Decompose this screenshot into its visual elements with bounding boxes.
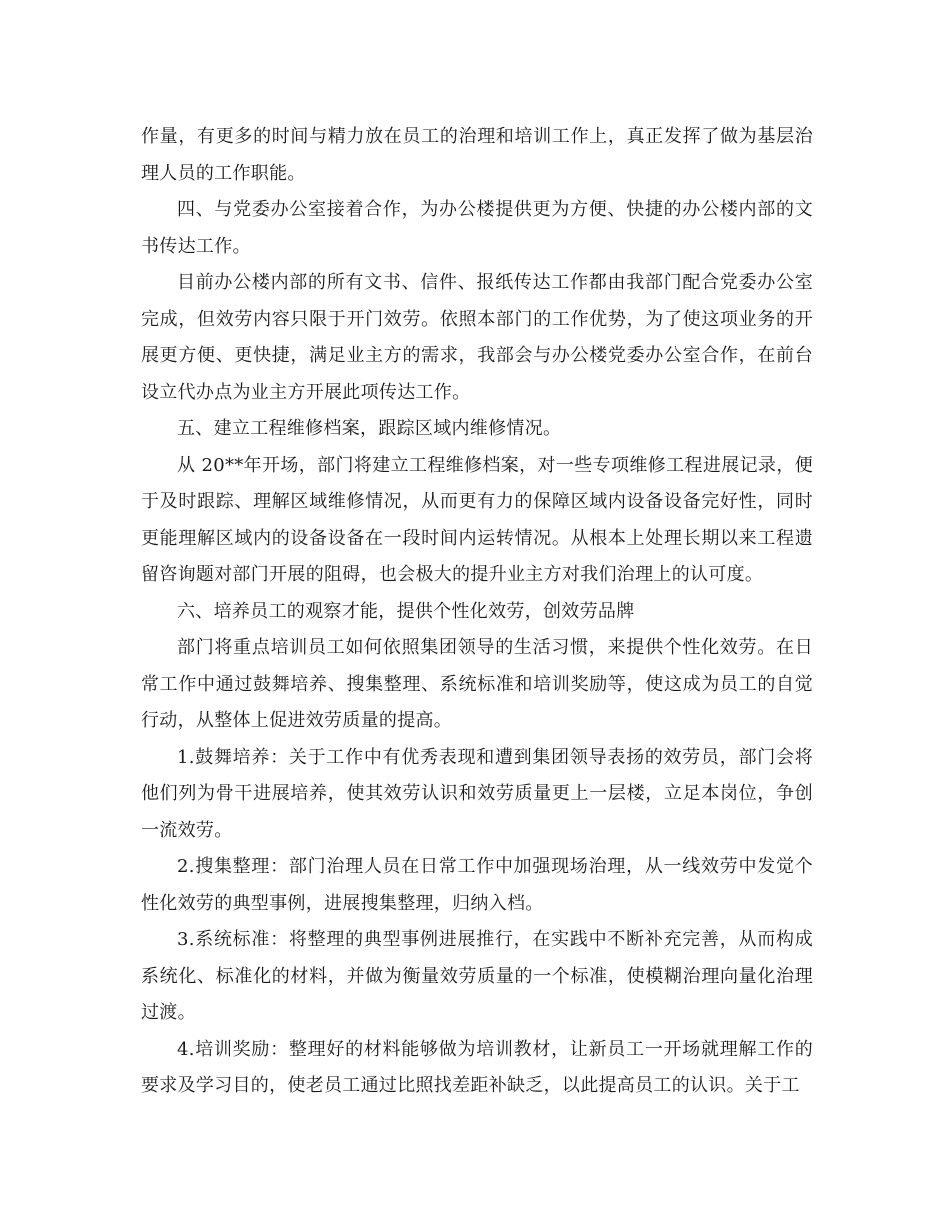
paragraph-section-five-body: 从 20**年开场，部门将建立工程维修档案，对一些专项维修工程进展记录，便于及时跟踪、理解区域维修情况，从而更有力的保障区域内设备设备完好性，同时更能理解区域内的设备设备在一段时间内运转情况。从根本上处理长期以来工程遗留咨询题对部门开展的阻碍，也会极大的提升业主方对我们治理上的认可度。 [141, 454, 813, 585]
paragraph-item-3: 3.系统标准：将整理的典型事例进展推行，在实践中不断补充完善，从而构成系统化、标准化的材料，并做为衡量效劳质量的一个标准，使模糊治理向量化治理过渡。 [141, 929, 813, 1023]
paragraph-section-five-heading: 五、建立工程维修档案，跟踪区域内维修情况。 [177, 418, 562, 439]
paragraph-item-1: 1.鼓舞培养：关于工作中有优秀表现和遭到集团领导表扬的效劳员，部门会将他们列为骨干进展培养，使其效劳认识和效劳质量更上一层楼，立足本岗位，争创一流效劳。 [141, 746, 813, 841]
paragraph-section-four-heading: 四、与党委办公室接着合作，为办公楼提供更为方便、快捷的办公楼内部的文书传达工作。 [141, 199, 813, 257]
paragraph-section-six-heading: 六、培养员工的观察才能，提供个性化效劳，创效劳品牌 [177, 600, 635, 622]
paragraph-section-four-body: 目前办公楼内部的所有文书、信件、报纸传达工作都由我部门配合党委办公室完成，但效劳内容只限于开门效劳。依照本部门的工作优势，为了使这项业务的开展更方便、更快捷，满足业主方的需求，我部会与办公楼党委办公室合作，在前台设立代办点为业主方开展此项传达工作。 [141, 272, 813, 403]
paragraph-continuation: 作量，有更多的时间与精力放在员工的治理和培训工作上，真正发挥了做为基层治理人员的工作职能。 [141, 126, 813, 184]
paragraph-section-six-body: 部门将重点培训员工如何依照集团领导的生活习惯，来提供个性化效劳。在日常工作中通过鼓舞培养、搜集整理、系统标准和培训奖励等，使这成为员工的自觉行动，从整体上促进效劳质量的提高。 [141, 637, 813, 731]
document-body [141, 119, 813, 1105]
paragraph-item-4: 4.培训奖励：整理好的材料能够做为培训教材，让新员工一开场就理解工作的要求及学习目的，使老员工通过比照找差距补缺乏，以此提高员工的认识。关于工 [141, 1038, 813, 1096]
paragraph-item-2: 2.搜集整理：部门治理人员在日常工作中加强现场治理，从一线效劳中发觉个性化效劳的典型事例，进展搜集整理，归纳入档。 [141, 856, 813, 914]
